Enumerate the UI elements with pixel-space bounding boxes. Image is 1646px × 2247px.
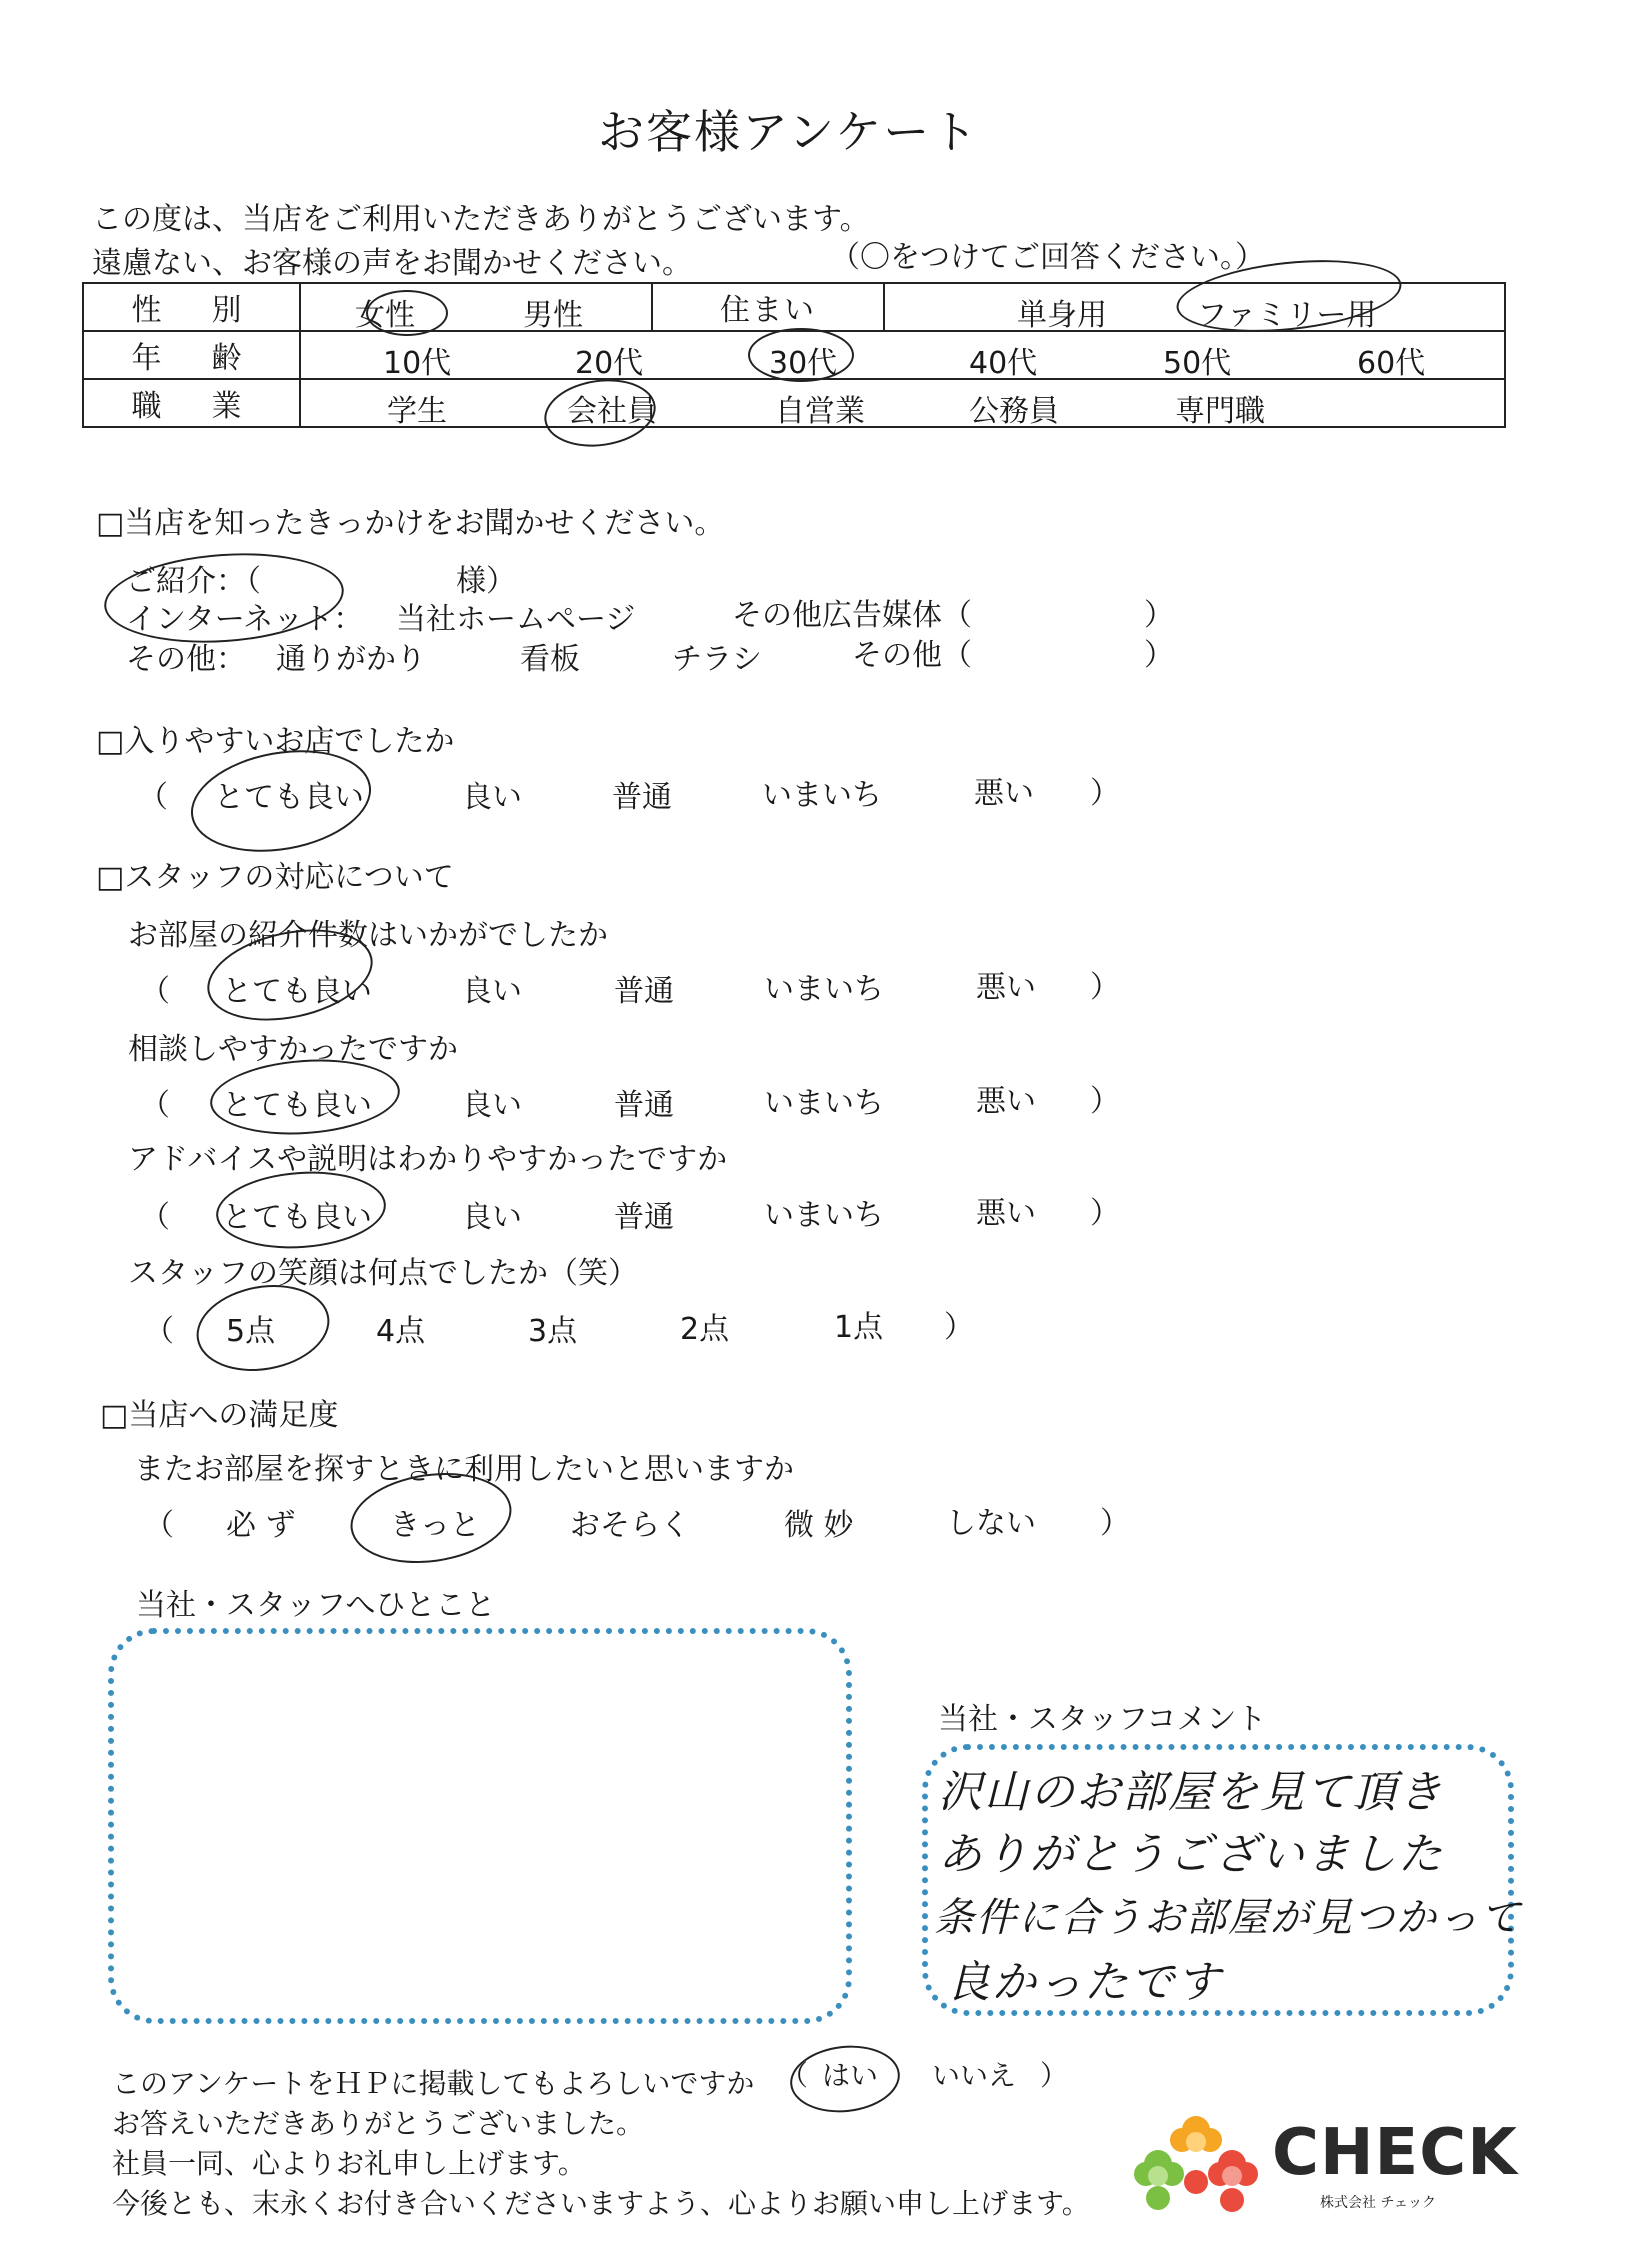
gender-option[interactable]: 女性 bbox=[355, 298, 415, 333]
trigger-homepage-option[interactable]: 当社ホームページ bbox=[396, 602, 636, 637]
hp-yes-option[interactable]: はい bbox=[822, 2059, 879, 2092]
entry-heading: □入りやすいお店でしたか bbox=[96, 724, 455, 759]
smile-option[interactable]: 3点 bbox=[528, 1314, 578, 1349]
job-options bbox=[300, 379, 1505, 427]
close-paren: ） bbox=[1090, 1196, 1120, 1231]
close-paren: ） bbox=[1144, 598, 1174, 633]
smile-option[interactable]: 1点 bbox=[834, 1310, 884, 1345]
staff-sub-question: 相談しやすかったですか bbox=[128, 1032, 458, 1067]
thanks-line: 今後とも、末永くお付き合いくださいますよう、心よりお願い申し上げます。 bbox=[112, 2187, 1090, 2220]
housing-label: 住まい bbox=[652, 283, 884, 331]
staff-option[interactable]: 良い bbox=[462, 1088, 522, 1123]
staff-option[interactable]: とても良い bbox=[222, 974, 372, 1009]
age-option[interactable]: 10代 bbox=[383, 346, 452, 381]
satisfaction-option[interactable]: おそらく bbox=[570, 1508, 690, 1543]
staff-comment-line: 沢山のお部屋を見て頂き bbox=[938, 1767, 1444, 1818]
staff-option[interactable]: 良い bbox=[462, 1200, 522, 1235]
age-label: 年 齢 bbox=[83, 331, 300, 379]
page-title: お客様アンケート bbox=[598, 105, 980, 159]
trigger-others-free[interactable]: その他（ bbox=[852, 638, 972, 673]
open-paren: （ bbox=[140, 974, 170, 1009]
trigger-option[interactable]: 看板 bbox=[520, 642, 580, 677]
gender-label: 性 別 bbox=[83, 283, 300, 331]
selection-circle bbox=[366, 290, 448, 336]
close-paren: ） bbox=[944, 1310, 974, 1345]
logo-wordmark: CHECK bbox=[1272, 2116, 1518, 2190]
staff-option[interactable]: 普通 bbox=[614, 1088, 674, 1123]
customer-comment-box[interactable] bbox=[108, 1628, 852, 2024]
close-paren: ） bbox=[1090, 970, 1120, 1005]
profile-row-job bbox=[83, 379, 1505, 427]
staff-option[interactable]: 普通 bbox=[614, 1200, 674, 1235]
smile-option[interactable]: 5点 bbox=[226, 1314, 276, 1349]
satisfaction-option[interactable]: きっと bbox=[390, 1508, 480, 1543]
staff-sub-question: スタッフの笑顔は何点でしたか（笑） bbox=[128, 1256, 638, 1291]
staff-option[interactable]: とても良い bbox=[222, 1200, 372, 1235]
satisfaction-sub-question: またお部屋を探すときに利用したいと思いますか bbox=[134, 1452, 794, 1487]
age-option[interactable]: 60代 bbox=[1357, 346, 1426, 381]
satisfaction-heading: □当店への満足度 bbox=[100, 1398, 339, 1433]
staff-comment-heading: 当社・スタッフコメント bbox=[938, 1702, 1267, 1737]
staff-option[interactable]: 悪い bbox=[976, 1196, 1036, 1231]
staff-comment-line: 良かったです bbox=[946, 1957, 1222, 2008]
job-option[interactable]: 公務員 bbox=[969, 394, 1059, 429]
trigger-internet-label[interactable]: インターネット： bbox=[126, 602, 364, 637]
hp-permission-question: このアンケートをＨＰに掲載してもよろしいですか bbox=[112, 2067, 755, 2100]
staff-comment-line: 条件に合うお部屋が見つかって bbox=[934, 1895, 1522, 1941]
close-paren: ） bbox=[1144, 638, 1174, 673]
logo-flowers-icon bbox=[1128, 2112, 1268, 2222]
trigger-intro-label: ご紹介：（ bbox=[126, 564, 261, 599]
flower-icon bbox=[1208, 2150, 1258, 2186]
staff-option[interactable]: 悪い bbox=[976, 970, 1036, 1005]
hp-no-option[interactable]: いいえ bbox=[932, 2059, 1017, 2092]
satisfaction-option[interactable]: しない bbox=[946, 1506, 1036, 1541]
selection-circle bbox=[787, 2040, 903, 2117]
entry-option[interactable]: 良い bbox=[462, 780, 522, 815]
smile-option[interactable]: 4点 bbox=[376, 1314, 426, 1349]
job-option[interactable]: 専門職 bbox=[1175, 394, 1265, 429]
age-option[interactable]: 50代 bbox=[1163, 346, 1232, 381]
housing-option[interactable]: ファミリー用 bbox=[1197, 298, 1377, 333]
flower-icon bbox=[1134, 2150, 1184, 2186]
entry-option[interactable]: いまいち bbox=[762, 778, 882, 813]
staff-option[interactable]: いまいち bbox=[764, 1086, 884, 1121]
gender-options bbox=[300, 283, 652, 331]
selection-circle bbox=[748, 328, 854, 382]
smile-option[interactable]: 2点 bbox=[680, 1312, 730, 1347]
open-paren: （ bbox=[144, 1314, 174, 1349]
staff-heading: □スタッフの対応について bbox=[96, 860, 454, 895]
trigger-intro-suffix: 様） bbox=[456, 564, 516, 599]
trigger-heading: □当店を知ったきっかけをお聞かせください。 bbox=[96, 506, 725, 541]
close-paren: ） bbox=[1090, 776, 1120, 811]
entry-option[interactable]: 悪い bbox=[974, 776, 1034, 811]
trigger-others-label: その他： bbox=[126, 642, 246, 677]
age-option[interactable]: 40代 bbox=[969, 346, 1038, 381]
age-option[interactable]: 30代 bbox=[769, 346, 838, 381]
staff-sub-question: お部屋の紹介件数はいかがでしたか bbox=[128, 918, 608, 953]
staff-option[interactable]: 普通 bbox=[614, 974, 674, 1009]
trigger-other-media[interactable]: その他広告媒体（ bbox=[732, 598, 972, 633]
close-paren: ） bbox=[1100, 1506, 1130, 1541]
flower-icon bbox=[1170, 2116, 1222, 2152]
job-label: 職 業 bbox=[83, 379, 300, 427]
staff-option[interactable]: いまいち bbox=[764, 1198, 884, 1233]
satisfaction-option[interactable]: 必 ず bbox=[226, 1508, 296, 1543]
close-paren: ） bbox=[1040, 2059, 1069, 2092]
open-paren: （ bbox=[144, 1508, 174, 1543]
intro-line-2: 遠慮ない、お客様の声をお聞かせください。 bbox=[92, 246, 692, 281]
open-paren: （ bbox=[780, 2059, 809, 2092]
staff-comment-line: ありがとうございました bbox=[938, 1829, 1444, 1880]
thanks-line: 社員一同、心よりお礼申し上げます。 bbox=[112, 2147, 586, 2180]
open-paren: （ bbox=[138, 780, 168, 815]
job-option[interactable]: 会社員 bbox=[567, 394, 657, 429]
age-option[interactable]: 20代 bbox=[575, 346, 644, 381]
age-options bbox=[300, 331, 1505, 379]
trigger-option[interactable]: 通りがかり bbox=[276, 642, 426, 677]
trigger-option[interactable]: チラシ bbox=[672, 642, 762, 677]
gender-option[interactable]: 男性 bbox=[523, 298, 583, 333]
open-paren: （ bbox=[140, 1200, 170, 1235]
close-paren: ） bbox=[1090, 1084, 1120, 1119]
entry-option[interactable]: 普通 bbox=[612, 780, 672, 815]
intro-line-1: この度は、当店をご利用いただきありがとうございます。 bbox=[92, 202, 870, 237]
entry-option[interactable]: とても良い bbox=[214, 780, 364, 815]
job-option[interactable]: 自営業 bbox=[775, 394, 865, 429]
staff-option[interactable]: 良い bbox=[462, 974, 522, 1009]
staff-option[interactable]: 悪い bbox=[976, 1084, 1036, 1119]
open-paren: （ bbox=[140, 1088, 170, 1123]
staff-option[interactable]: いまいち bbox=[764, 972, 884, 1007]
housing-option[interactable]: 単身用 bbox=[1017, 298, 1107, 333]
intro-note: （〇をつけてご回答ください。） bbox=[830, 240, 1265, 275]
selection-circle bbox=[214, 1166, 389, 1254]
job-option[interactable]: 学生 bbox=[387, 394, 447, 429]
staff-option[interactable]: とても良い bbox=[222, 1088, 372, 1123]
satisfaction-option[interactable]: 微 妙 bbox=[784, 1508, 854, 1543]
staff-sub-question: アドバイスや説明はわかりやすかったですか bbox=[128, 1142, 728, 1177]
thanks-line: お答えいただきありがとうございました。 bbox=[112, 2107, 645, 2140]
customer-comment-heading: 当社・スタッフへひとこと bbox=[136, 1588, 496, 1623]
logo-company-name: 株式会社 チェック bbox=[1320, 2195, 1437, 2211]
